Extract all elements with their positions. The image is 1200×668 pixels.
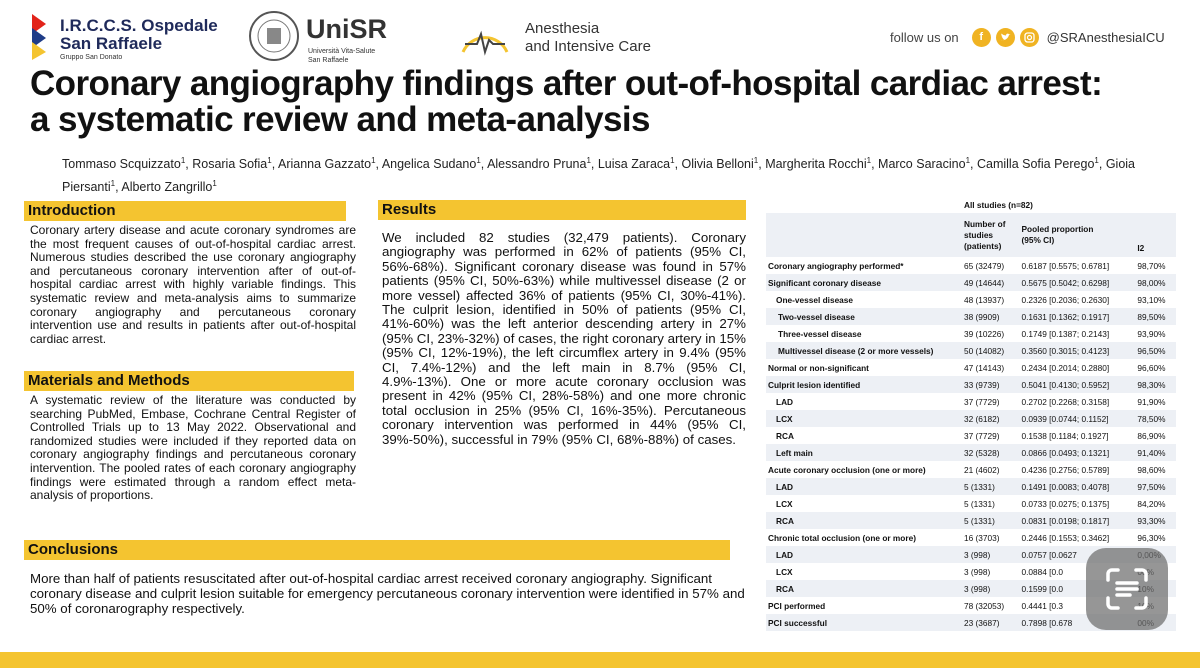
introduction-text: Coronary artery disease and acute coronary syndromes are the most frequent causes of out-of-hospital cardiac arrest. Numerous studies described the use coronary angiography and percutaneous coronary intervention after of out-of-hospital cardiac arrest with highly variable findings. This systematic review and meta-analysis aims to summarize coronary angiography and percutaneous coronary intervention use and results in patients after out-of-hospital cardiac arrest. xyxy=(30,223,356,346)
author-name: Rosaria Sofia xyxy=(192,157,268,172)
row-pooled: 0.0866 [0.0493; 0.1321] xyxy=(1020,444,1136,461)
row-label: RCA xyxy=(766,512,962,529)
author-name: Angelica Sudano xyxy=(381,157,477,172)
row-label: RCA xyxy=(776,430,794,441)
row-i2: 93,30% xyxy=(1135,512,1176,529)
author-name: Gioia Piersanti xyxy=(62,157,1135,195)
row-label: Coronary angiography performed* xyxy=(768,260,904,271)
table-row xyxy=(766,478,1176,495)
row-label: One-vessel disease xyxy=(776,294,854,305)
row-pooled: 0.2434 [0.2014; 0.2880] xyxy=(1021,362,1110,373)
table-row xyxy=(766,495,1176,512)
methods-heading: Materials and Methods xyxy=(24,371,354,391)
row-label: Chronic total occlusion (one or more) xyxy=(768,532,916,543)
hospital-name-line2: San Raffaele xyxy=(60,34,163,53)
row-i2: 91,90% xyxy=(1137,396,1166,407)
col-header-pooled-l2: (95% CI) xyxy=(1021,235,1055,245)
follow-label: follow us on xyxy=(890,29,959,45)
row-pooled: 0.0939 [0.0744; 0.1152] xyxy=(1020,410,1136,427)
affiliation-mark: 1 xyxy=(371,156,376,165)
instagram-icon[interactable] xyxy=(1020,28,1039,47)
table-row xyxy=(766,410,1176,427)
row-studies: 37 (7729) xyxy=(964,396,1000,407)
row-pooled: 0.4441 [0.3 xyxy=(1021,600,1064,611)
row-studies: 38 (9909) xyxy=(962,308,1020,325)
poster-title: Coronary angiography findings after out-of-hospital cardiac arrest: a systematic review and meta-analysis xyxy=(30,64,1103,139)
affiliation-mark: 1 xyxy=(965,156,971,165)
row-i2: 93,90% xyxy=(1137,328,1166,339)
social-follow xyxy=(890,26,1165,48)
row-i2: 96,60% xyxy=(1137,362,1166,373)
row-studies: 48 (13937) xyxy=(964,294,1005,305)
department-line2: and Intensive Care xyxy=(525,38,651,55)
table-row xyxy=(766,274,1176,291)
row-label: Normal or non-significant xyxy=(768,362,869,373)
row-studies: 16 (3703) xyxy=(964,532,1000,543)
row-label: Two-vessel disease xyxy=(766,308,962,325)
table-row xyxy=(766,376,1176,393)
row-i2: 98,00% xyxy=(1135,274,1176,291)
conclusions-heading: Conclusions xyxy=(24,540,730,560)
author-name: Luisa Zaraca xyxy=(597,157,671,172)
row-pooled: 0.0733 [0.0275; 0.1375] xyxy=(1021,498,1110,509)
row-studies: 5 (1331) xyxy=(962,512,1020,529)
affiliation-mark: 1 xyxy=(586,156,591,165)
department-logo xyxy=(455,12,665,62)
row-pooled: 0.0884 [0.0 xyxy=(1021,566,1064,577)
row-i2: 97,50% xyxy=(1135,478,1176,495)
row-pooled: 0.6187 [0.5575; 0.6781] xyxy=(1021,260,1110,271)
row-studies: 39 (10226) xyxy=(964,328,1005,339)
results-text: We included 82 studies (32,479 patients). Coronary angiography was performed in 62% of patients (95% CI, 56%-68%). Significant coronary disease was found in 57% patients (95% CI, 50%-63%) while multivessel disease (2 or more vessel) affected 36% of patients (95% CI, 30%-41%). The culprit lesion, identified in 50% of patients (95% CI, 41%-60%) was the left anterior descending artery in 27% (95% CI, 23%-32%) of cases, the right coronary artery in 15% (95% CI, 12%-19%), the left circumflex artery in 9.4% (95% CI, 7.4%-12%) and the left main in 8.7% (95% CI, 4.9%-13%). One or more acute coronary occlusion was present in 42% (95% CI, 28%-58%) and one more chronic total occlusion in 25% (95% CI, 16%-35%). Percutaneous coronary intervention was performed in 44% (95% CI, 39%-50%), successful in 79% (95% CI, 68%-88%) of cases. xyxy=(382,230,746,447)
table-group-header: All studies (n=82) xyxy=(964,199,1033,210)
affiliation-mark: 1 xyxy=(1094,156,1099,165)
methods-text: A systematic review of the literature was conducted by searching PubMed, Embase, Cochrane Central Register of Controlled Trials up to 13 May 2022. Observational and randomized studies were included if they reported data on coronary angiography findings and percutaneous coronary intervention. The pooled rates of each coronary angiography findings were estimated through a random effect meta-analysis of proportions. xyxy=(30,393,356,503)
row-i2: 91,40% xyxy=(1135,444,1176,461)
text-scan-icon xyxy=(1086,548,1168,630)
results-heading: Results xyxy=(378,200,746,220)
row-i2: 98,60% xyxy=(1137,464,1166,475)
facebook-icon[interactable]: f xyxy=(972,28,991,47)
row-pooled: 0.0831 [0.0198; 0.1817] xyxy=(1020,512,1136,529)
author-list: Tommaso Scquizzato$^1$, Rosaria Sofia$^1$, Arianna Gazzato$^1$, Angelica Sudano$^1$, Alessandro Pruna$^1$, Luisa Zaraca$^1$, Olivia Belloni$^1$, Margherita Rocchi$^1$, Marco Saracino$^1$, Camilla Sofia Perego$^1$, Gioia Piersanti$^1$, Alberto Zangrillo$^1$ xyxy=(62,156,1135,195)
row-label: Left main xyxy=(766,444,962,461)
col-header-studies-l3: (patients) xyxy=(964,240,1002,251)
row-i2: 96,50% xyxy=(1135,342,1176,359)
table-row xyxy=(766,393,1176,410)
row-pooled: 0.5041 [0.4130; 0.5952] xyxy=(1020,376,1136,393)
row-studies: 47 (14143) xyxy=(964,362,1005,373)
row-pooled: 0.7898 [0.678 xyxy=(1020,614,1136,631)
university-sub2: San Raffaele xyxy=(308,57,349,64)
row-studies: 32 (5328) xyxy=(962,444,1020,461)
row-studies: 21 (4602) xyxy=(964,464,1000,475)
row-label: Three-vessel disease xyxy=(778,328,862,339)
col-header-i2: I2 xyxy=(1135,213,1176,257)
row-i2: 98,70% xyxy=(1137,260,1166,271)
table-row xyxy=(766,461,1176,478)
row-i2: 84,20% xyxy=(1137,498,1166,509)
col-header-pooled-l1: Pooled proportion xyxy=(1021,224,1094,234)
row-i2: 89,50% xyxy=(1135,308,1176,325)
row-label: Culprit lesion identified xyxy=(766,376,962,393)
table-row xyxy=(766,359,1176,376)
row-pooled: 0.5675 [0.5042; 0.6298] xyxy=(1020,274,1136,291)
author-name: Margherita Rocchi xyxy=(765,157,867,172)
table-row xyxy=(766,512,1176,529)
heartbeat-arc-icon xyxy=(455,12,515,60)
table-spacer xyxy=(766,196,962,213)
row-studies: 50 (14082) xyxy=(962,342,1020,359)
footer-accent-bar xyxy=(0,652,1200,668)
affiliation-mark: 1 xyxy=(110,179,116,189)
row-label: RCA xyxy=(766,580,962,597)
author-name: Alessandro Pruna xyxy=(487,157,587,172)
row-studies: 5 (1331) xyxy=(962,478,1020,495)
row-studies: 65 (32479) xyxy=(964,260,1005,271)
row-studies: 37 (7729) xyxy=(964,430,1000,441)
row-label: LCX xyxy=(766,410,962,427)
row-i2: 98,30% xyxy=(1135,376,1176,393)
affiliation-mark: 1 xyxy=(753,156,759,165)
author-name: Camilla Sofia Perego xyxy=(976,157,1095,172)
row-label: LCX xyxy=(776,498,793,509)
table-row xyxy=(766,308,1176,325)
row-pooled: 0.4236 [0.2756; 0.5789] xyxy=(1021,464,1110,475)
conclusions-text: More than half of patients resuscitated after out-of-hospital cardiac arrest received coronary angiography. Significant coronary disease and culprit lesion suitable for emergency percutaneous coronary intervention were identified in 57% and 50% of coronarography respectively. xyxy=(30,571,745,616)
row-pooled: 0.1599 [0.0 xyxy=(1020,580,1136,597)
row-i2: 96,30% xyxy=(1137,532,1166,543)
row-i2: 86,90% xyxy=(1137,430,1166,441)
row-pooled: 0.1491 [0.0083; 0.4078] xyxy=(1020,478,1136,495)
row-studies: 5 (1331) xyxy=(964,498,995,509)
table-row xyxy=(766,444,1176,461)
row-label: LAD xyxy=(776,396,794,407)
row-pooled: 0.1538 [0.1184; 0.1927] xyxy=(1021,430,1109,441)
department-line1: Anesthesia xyxy=(525,20,600,37)
affiliation-mark: 1 xyxy=(267,156,272,165)
table-spacer xyxy=(766,213,962,257)
row-studies: 3 (998) xyxy=(962,580,1020,597)
table-row xyxy=(766,529,1176,546)
author-name: Arianna Gazzato xyxy=(277,157,372,172)
row-label: LCX xyxy=(776,566,793,577)
row-studies: 3 (998) xyxy=(964,566,991,577)
row-studies: 49 (14644) xyxy=(962,274,1020,291)
author-name: Alberto Zangrillo xyxy=(121,180,213,195)
university-sub1: Università Vita-Salute xyxy=(308,48,376,55)
row-pooled: 0.3560 [0.3015; 0.4123] xyxy=(1020,342,1136,359)
author-name: Tommaso Scquizzato xyxy=(62,157,181,172)
row-label: LAD xyxy=(766,478,962,495)
col-header-pooled xyxy=(1020,213,1136,257)
author-name: Marco Saracino xyxy=(878,157,966,172)
hospital-name-line1: I.R.C.C.S. Ospedale xyxy=(60,16,218,35)
table-row xyxy=(766,257,1176,274)
row-pooled: 0.1749 [0.1387; 0.2143] xyxy=(1021,328,1110,339)
hospital-group: Gruppo San Donato xyxy=(60,54,123,61)
row-label: LAD xyxy=(766,546,962,563)
hospital-mark-icon xyxy=(28,10,50,60)
row-pooled: 0.0757 [0.0627 xyxy=(1020,546,1136,563)
row-pooled: 0.1631 [0.1362; 0.1917] xyxy=(1020,308,1136,325)
university-seal-icon xyxy=(248,10,300,62)
row-label: Significant coronary disease xyxy=(766,274,962,291)
table-row xyxy=(766,291,1176,308)
row-i2: 93,10% xyxy=(1137,294,1166,305)
affiliation-mark: 1 xyxy=(866,156,872,165)
col-header-studies xyxy=(962,213,1020,257)
text-scan-button[interactable] xyxy=(1086,548,1168,630)
row-studies: 33 (9739) xyxy=(962,376,1020,393)
university-logo xyxy=(248,8,398,68)
row-pooled: 0.2702 [0.2268; 0.3158] xyxy=(1021,396,1110,407)
row-studies: 32 (6182) xyxy=(962,410,1020,427)
row-label: PCI successful xyxy=(766,614,962,631)
table-row xyxy=(766,342,1176,359)
author-name: Olivia Belloni xyxy=(681,157,754,172)
affiliation-mark: 1 xyxy=(670,156,675,165)
row-label: Acute coronary occlusion (one or more) xyxy=(768,464,926,475)
col-header-studies-l1: Number of xyxy=(964,218,1006,229)
row-pooled: 0.2446 [0.1553; 0.3462] xyxy=(1021,532,1110,543)
twitter-icon[interactable] xyxy=(996,28,1015,47)
table-row xyxy=(766,325,1176,342)
affiliation-mark: 1 xyxy=(180,156,186,165)
row-label: PCI performed xyxy=(768,600,826,611)
table-row xyxy=(766,427,1176,444)
row-pooled: 0.2326 [0.2036; 0.2630] xyxy=(1021,294,1110,305)
row-studies: 23 (3687) xyxy=(962,614,1020,631)
hospital-logo xyxy=(28,8,228,64)
row-i2: 78,50% xyxy=(1135,410,1176,427)
row-label: Multivessel disease (2 or more vessels) xyxy=(766,342,962,359)
row-studies: 3 (998) xyxy=(962,546,1020,563)
social-handle[interactable]: @SRAnesthesiaICU xyxy=(1046,29,1165,45)
university-name: UniSR xyxy=(306,14,387,44)
introduction-heading: Introduction xyxy=(24,201,346,221)
row-studies: 78 (32053) xyxy=(964,600,1005,611)
col-header-studies-l2: studies xyxy=(964,229,994,240)
affiliation-mark: 1 xyxy=(476,156,481,165)
affiliation-mark: 1 xyxy=(212,179,217,189)
